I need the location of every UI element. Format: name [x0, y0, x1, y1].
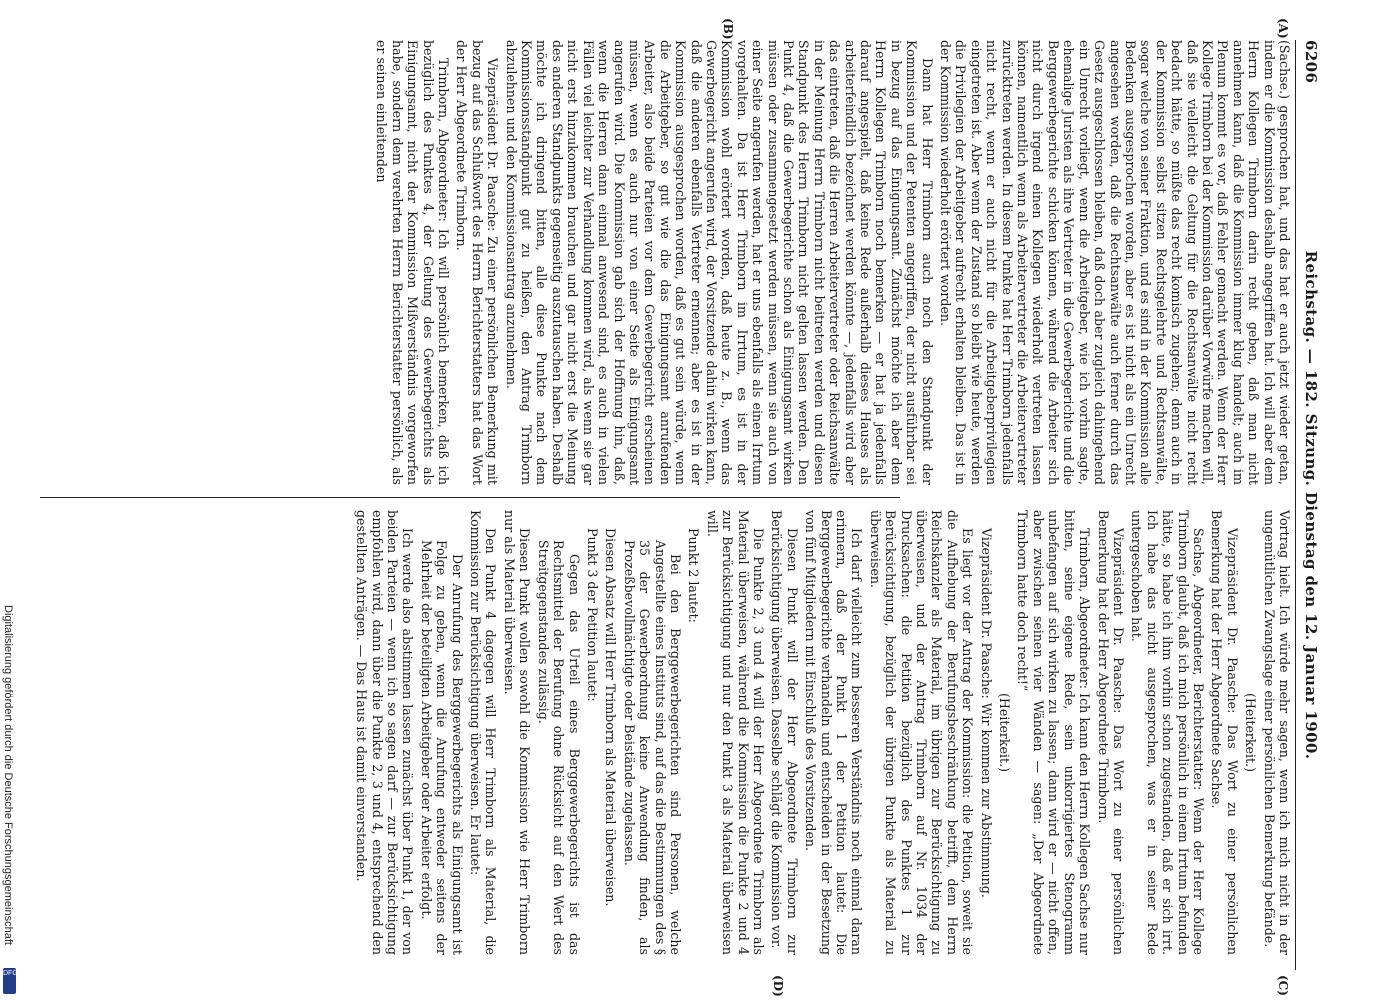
- digitization-note: [0, 605, 18, 1000]
- paragraph: (Sachse.) gesprochen hat, und das hat er auch jetzt wieder getan, indem er die Kommission deshalb angegriffen hat. Ich will aber dem Herrn Kollegen Trimborn darin recht geben, daß man nicht annehmen kann, daß die Kommission immer klug handelt; auch im Plenum kommt es vor, daß Fehler gemacht werden. Wenn der Herr Kollege Trimborn bei der Kommission darüber Vorwürfe machen will, daß sie vielleicht die Geltung für die Rechtsanwälte nicht recht bedacht hätte, so müßte das recht komisch zugehen; denn auch in der Kommission selbst sitzen Rechtsgelehrte und Rechtsanwälte, sogar welche von seiner Fraktion, und es sind in der Kommission alle Bedenken ausgesprochen worden, aber es ist nicht als ein Unrecht angesehen worden, daß die Rechtsanwälte auch ferner durch das Gesetz ausgeschlossen bleiben, daß doch aber zugleich dahingehend ein Unrecht vorliegt, wenn die Arbeitgeber, wie ich vorhin sagte, ehemalige Juristen als ihre Vertreter in die Gewerbegerichte und die Berggewerbegerichte schicken können, während die Arbeiter sich nicht durch irgend einen Kollegen wiederholt vertreten lassen können, namentlich wenn als Arbeitervertreter die Arbeitervertreter zurücktreten werden. In diesem Punkte hat Herr Trimborn jedenfalls nicht recht, wenn er auch nicht für die Arbeitgeberprivilegien eingetreten ist. Aber wenn der Zustand so bleibt wie heute, werden die Privilegien der Arbeitgeber aufrecht erhalten bleiben. Das ist in der Kommission wiederholt erörtert worden.: [938, 40, 1292, 485]
- paragraph: Ich werde also abstimmen lassen zunächst über Punkt 1, der von beiden Parteien — wenn ich so sagen darf — zur Berücksichtigung empfohlen wird, dann über die Punkte 2, 3 und 4, entsprechend den gestellten Anträgen. — Das Haus ist damit einverstanden.: [354, 510, 416, 955]
- paragraph: Trimborn, Abgeordneter: Ich kann den Herrn Kollegen Sachse nur bitten, seine eigene Rede, sein unkorrigiertes Stenogramm unbefangen auf sich wirken zu lassen; dann wird er — nicht offen, aber zwischen seinen vier Wänden — sagen: „Der Abgeordnete Trimborn hatte doch recht!“: [1015, 510, 1093, 955]
- paragraph: Ich darf vielleicht zum besseren Verständnis noch einmal daran erinnern, daß der Punkt 1 der Petition lautet: Die Berggewerbegerichte verhandeln und entscheiden in der Besetzung von fünf Mitgliedern mit Einschluß des Vorsitzenden.: [803, 510, 865, 955]
- right-column: [52, 510, 1292, 955]
- column-divider: [40, 497, 900, 498]
- paragraph: Punkt 2 lautet:: [686, 528, 702, 623]
- paragraph: Sachse, Abgeordneter, Berichterstatter: Wenn der Herr Kollege Trimborn glaubt, daß ich mich persönlich in einem Irrtum befunden hätte, so habe ich ihm vorhin schon zugestanden, daß er sich irrt. Ich habe das nicht ausgesprochen, was er in seiner Rede untergeschoben hat.: [1129, 510, 1206, 955]
- paragraph: Diesen Punkt will der Herr Abgeordnete Trimborn zur Berücksichtigung überweisen. Dasselbe schlägt die Kommission vor.: [769, 510, 800, 955]
- quoted-paragraph: Gegen das Urteil eines Berggewerbegerichts ist das Rechtsmittel der Berufung ohne Rücksicht auf den Wert des Streitgegenstandes zulässig.: [535, 540, 582, 955]
- paragraph: Vizepräsident Dr. Paasche: Das Wort zu einer persönlichen Bemerkung hat der Herr Abgeordnete Sachse.: [1209, 510, 1240, 955]
- paragraph: Vizepräsident Dr. Paasche: Zu einer persönlichen Bemerkung mit bezug auf das Schlußwort des Herrn Berichterstatters hat das Wort der Herr Abgeordnete Trimborn.: [454, 40, 501, 485]
- margin-marker-c: (C): [1276, 975, 1290, 996]
- margin-marker-b: (B): [721, 18, 735, 40]
- margin-marker-a: (A): [1276, 18, 1290, 39]
- page-number: 6206: [1302, 40, 1320, 84]
- paragraph: Es liegt vor der Antrag der Kommission: die Petition, soweit sie die Aufhebung der Berufungsbeschränkung betrifft, dem Herrn Reichskanzler als Material, im übrigen zur Berücksichtigung zu überweisen, und der Antrag Trimborn auf Nr. 1034 der Drucksachen: die Petition bezüglich des Punktes 1 zur Berücksichtigung, bezüglich der übrigen Punkte als Material zu überweisen.: [867, 510, 976, 955]
- quoted-paragraph: Der Anrufung des Berggewerbegerichts als Einigungsamt ist Folge zu geben, wenn die Anrufung entweder seitens der Mehrheit der beteiligten Arbeitgeber oder Arbeiter erfolgt.: [418, 540, 465, 955]
- paragraph: Diesen Punkt wollen sowohl die Kommission wie Herr Trimborn nur als Material überweisen.: [501, 510, 533, 955]
- page-header: [1298, 40, 1320, 970]
- dfg-logo: [3, 968, 16, 994]
- margin-marker-d: (D): [771, 975, 785, 997]
- left-column: [52, 40, 1292, 485]
- paragraph: Dann hat Herr Trimborn auch noch den Standpunkt der Kommission und der Petenten angegriffen, der nicht ausführbar sei in bezug auf das Einigungsamt. Zunächst möchte ich aber dem Herrn Kollegen Trimborn noch bemerken — er hat ja jedenfalls darauf angespielt, daß keine Rede außerhalb dieses Hauses als arbeiterfeindlich bezeichnet werden könnte —, jedenfalls wird aber das eintreten, daß die Herren Arbeitervertreter oder Reichsanwälte in der Meinung Herrn Trimborn nicht beitreten werden und diesen Standpunkt des Herrn Trimborn nicht gelten lassen werden. Den Punkt 4, daß die Gewerbegerichte schon als Einigungsamt wirken müssen oder zusammengesetzt werden müssen, wenn sie auch von einer Seite angerufen werden, hat er uns ebenfalls als einen Irrtum vorgehalten. Da ist Herr Trimborn im Irrtum, es ist in der Kommission wohl erörtert worden, daß heute z. B., wenn das Gewerbegericht angerufen wird, der Vorsitzende dahin wirken kann, daß die anderen ebenfalls Vertreter ernennen; aber es ist in der Kommission ausgesprochen worden, daß es gut sein würde, wenn die Arbeitgeber, so gut wie die das Einigungsamt anrufenden Arbeiter, also beide Parteien vor dem Gewerbegericht erscheinen müssen, wenn es auch nur von einer Seite als Einigungsamt angerufen wird. Die Kommission gab sich der Hoffnung hin, daß, wenn die Herren dann einmal anwesend sind, es auch in vielen Fällen viel leichter zur Verhandlung kommen wird, als wenn sie gar nicht erst hinzukommen brauchen und gar nicht erst die Meinung des anderen Standpunkts gegenseitig auszutauschen haben. Deshalb möchte ich dringend bitten, alle diese Punkte nach dem Kommissionsstandpunkt gut zu heißen, den Antrag Trimborn abzulehnen und den Kommissionsantrag anzunehmen.: [503, 40, 935, 485]
- paragraph: Die Punkte 2, 3 und 4 will der Herr Abgeordnete Trimborn als Material überweisen, während die Kommission die Punkte 2 und 4 zur Berücksichtigung und nur den Punkt 3 als Material überweisen will.: [704, 510, 766, 955]
- scanned-page: [40, 18, 1320, 997]
- page-title: Reichstag. — 182. Sitzung. Dienstag den 12. Januar 1900.: [1302, 250, 1320, 760]
- paragraph: Punkt 3 der Petition lautet:: [584, 528, 600, 702]
- paragraph: (Heiterkeit.): [997, 693, 1013, 772]
- dfg-logo-text: DFG: [3, 970, 18, 977]
- paragraph: Den Punkt 4 dagegen will Herr Trimborn als Material, die Kommission zur Berücksichtigung überweisen. Er lautet:: [468, 510, 499, 955]
- paragraph: Diesen Absatz will Herr Trimborn als Material überweisen.: [603, 528, 619, 907]
- quoted-paragraph: Bei den Berggewerbegerichten sind Personen, welche Angestellte eines Instituts sind, auf das die Bestimmungen des § 35 der Gewerbeordnung keine Anwendung finden, als Prozeßbevollmächtigte oder Beistände zugelassen.: [621, 540, 683, 955]
- digitization-note-text: Digitalisierung gefördert durch die Deutsche Forschungsgemeinschaft: [2, 605, 14, 945]
- paragraph: Trimborn, Abgeordneter: Ich will persönlich bemerken, daß ich bezüglich des Punktes 4, der Geltung des Gewerbegerichts als Einigungsamt, nicht der Kommission Mißverständnis vorgeworfen habe, sondern dem verehrten Herrn Berichterstatter persönlich, als er seinen einleitenden: [374, 40, 452, 485]
- paragraph: Vortrag hielt. Ich würde mehr sagen, wenn ich mich nicht in der ungemütlichen Zwangslage einer persönlichen Bemerkung befände.: [1261, 510, 1292, 955]
- header-rule: [1295, 40, 1296, 970]
- paragraph: (Heiterkeit.): [1243, 693, 1259, 772]
- paragraph: Vizepräsident Dr. Paasche: Wir kommen zur Abstimmung.: [978, 528, 994, 898]
- paragraph: Vizepräsident Dr. Paasche: Das Wort zu einer persönlichen Bemerkung hat der Herr Abgeordnete Trimborn.: [1095, 510, 1126, 955]
